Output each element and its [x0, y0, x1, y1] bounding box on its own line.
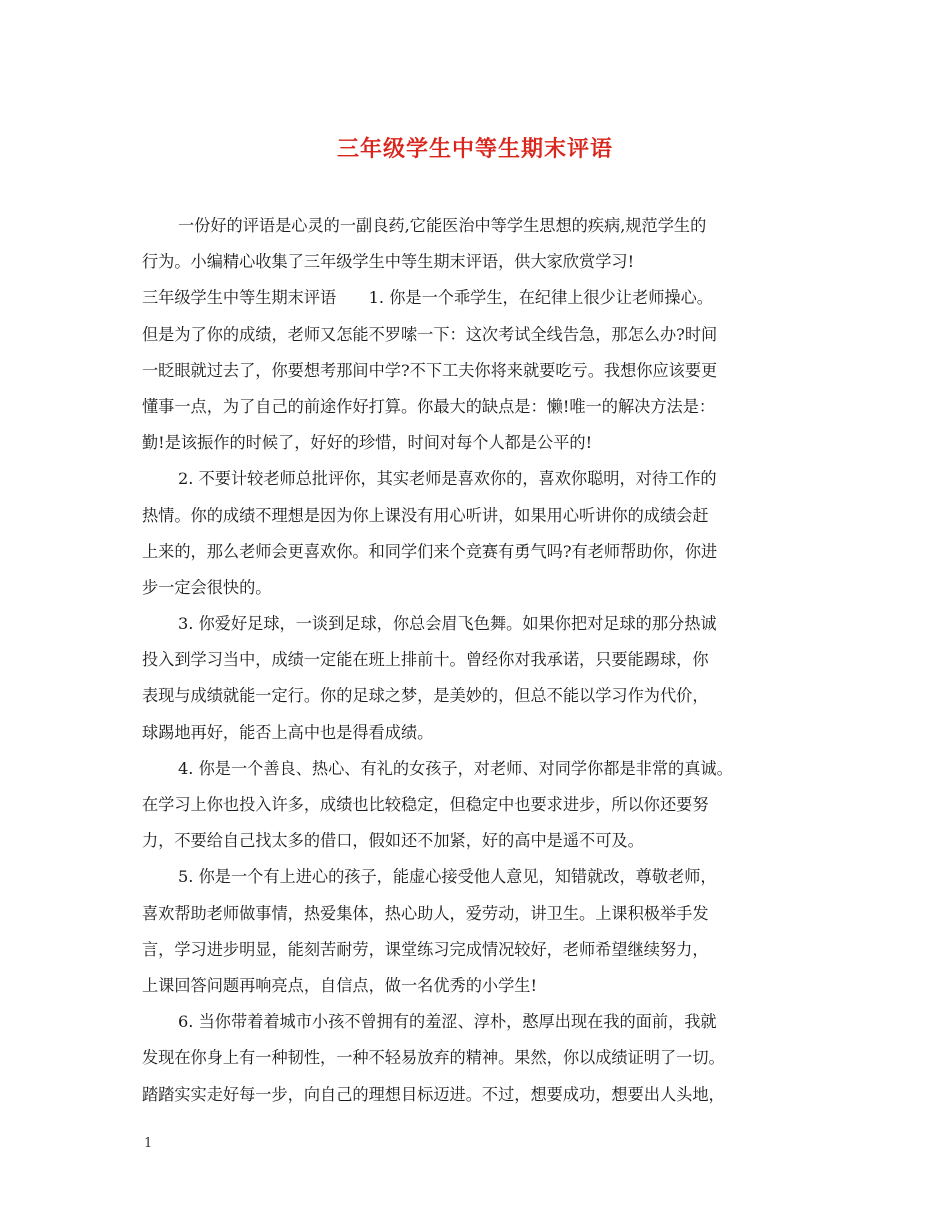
text-line: 喜欢帮助老师做事情，热爱集体，热心助人，爱劳动，讲卫生。上课积极举手发: [142, 903, 709, 923]
text-line: 三年级学生中等生期末评语 1. 你是一个乖学生，在纪律上很少让老师操心。: [142, 288, 713, 308]
text-line: 但是为了你的成绩，老师又怎能不罗嗦一下：这次考试全线告急，那怎么办?时间: [142, 324, 718, 344]
page-title: 三年级学生中等生期末评语: [336, 136, 613, 162]
page-number: 1: [144, 1136, 153, 1151]
text-line: 在学习上你也投入许多，成绩也比较稳定，但稳定中也要求进步，所以你还要努: [142, 795, 709, 814]
text-line: 踏踏实实走好每一步，向自己的理想目标迈进。不过，想要成功，想要出人头地，: [142, 1084, 725, 1104]
text-line: 言，学习进步明显，能刻苦耐劳，课堂练习完成情况较好，老师希望继续努力，: [142, 939, 709, 959]
text-line: 行为。小编精心收集了三年级学生中等生期末评语，供大家欣赏学习!: [142, 252, 635, 272]
text-line: 球踢地再好，能否上高中也是得看成绩。: [142, 722, 434, 742]
text-line: 一份好的评语是心灵的一副良药,它能医治中等学生思想的疾病,规范学生的: [178, 216, 707, 235]
text-line: 力，不要给自己找太多的借口，假如还不加紧，好的高中是遥不可及。: [142, 831, 644, 851]
text-line: 一眨眼就过去了，你要想考那间中学?不下工夫你将来就要吃亏。我想你应该要更: [142, 360, 718, 380]
text-line: 步一定会很快的。: [142, 577, 272, 597]
text-line: 热情。你的成绩不理想是因为你上课没有用心听讲，如果用心听讲你的成绩会赶: [142, 505, 709, 525]
text-line: 4. 你是一个善良、热心、有礼的女孩子，对老师、对同学你都是非常的真诚。: [178, 758, 733, 778]
text-line: 上来的，那么老师会更喜欢你。和同学们来个竞赛有勇气吗?有老师帮助你，你进: [142, 541, 718, 561]
text-line: 勤!是该振作的时候了，好好的珍惜，时间对每个人都是公平的!: [142, 433, 593, 453]
text-line: 发现在你身上有一种韧性，一种不轻易放弃的精神。果然，你以成绩证明了一切。: [142, 1048, 725, 1068]
text-line: 5. 你是一个有上进心的孩子，能虚心接受他人意见，知错就改，尊敬老师，: [178, 867, 717, 887]
document-body: [142, 208, 822, 1113]
text-line: 6. 当你带着着城市小孩不曾拥有的羞涩、淳朴，憨厚出现在我的面前，我就: [178, 1012, 717, 1032]
text-line: 2. 不要计较老师总批评你，其实老师是喜欢你的，喜欢你聪明，对待工作的: [178, 469, 717, 489]
text-line: 投入到学习当中，成绩一定能在班上排前十。曾经你对我承诺，只要能踢球，你: [142, 650, 709, 670]
text-line: 3. 你爱好足球，一谈到足球，你总会眉飞色舞。如果你把对足球的那分热诚: [178, 614, 717, 634]
text-line: 懂事一点，为了自己的前途作好打算。你最大的缺点是：懒!唯一的解决方法是：: [142, 396, 716, 416]
text-line: 上课回答问题再响亮点，自信点，做一名优秀的小学生!: [142, 975, 538, 995]
text-line: 表现与成绩就能一定行。你的足球之梦，是美妙的，但总不能以学习作为代价，: [142, 686, 709, 706]
